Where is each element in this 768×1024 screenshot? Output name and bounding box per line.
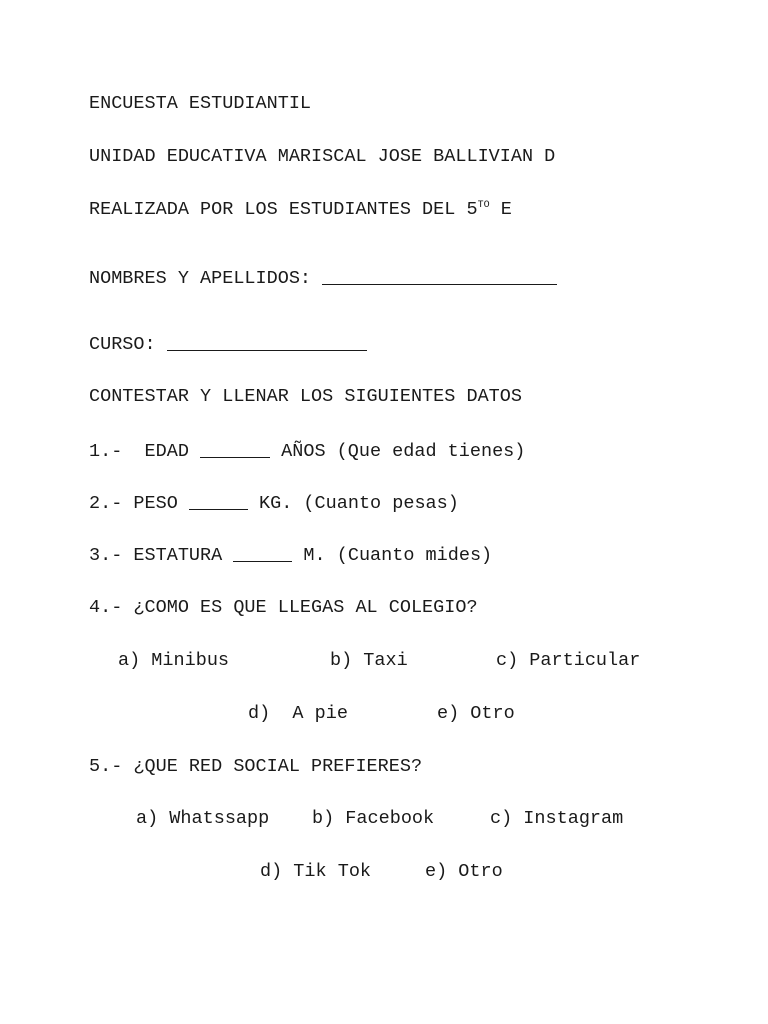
question-3-prefix: 3.- ESTATURA <box>89 545 234 566</box>
q4-option-d[interactable]: d) A pie <box>248 703 348 724</box>
question-3-row <box>89 544 492 567</box>
q4-option-e[interactable]: e) Otro <box>437 703 515 724</box>
height-blank-line[interactable] <box>233 544 292 562</box>
authors-suffix: E <box>489 199 512 220</box>
age-blank-line[interactable] <box>200 440 270 458</box>
question-5-text: 5.- ¿QUE RED SOCIAL PREFIERES? <box>89 756 423 777</box>
question-1-suffix: AÑOS (Que edad tienes) <box>270 441 526 462</box>
name-field-row <box>89 267 557 290</box>
instructions-text: CONTESTAR Y LLENAR LOS SIGUIENTES DATOS <box>89 386 522 407</box>
q5-option-b[interactable]: b) Facebook <box>312 808 435 829</box>
q4-option-a[interactable]: a) Minibus <box>118 650 230 671</box>
authors-superscript: TO <box>477 200 490 211</box>
q5-option-d[interactable]: d) Tik Tok <box>260 861 372 882</box>
authors-line <box>89 199 512 221</box>
question-1-prefix: 1.- EDAD <box>89 441 201 462</box>
question-1-row <box>89 440 525 463</box>
q4-option-c[interactable]: c) Particular <box>496 650 641 671</box>
name-label: NOMBRES Y APELLIDOS: <box>89 268 323 289</box>
survey-title: ENCUESTA ESTUDIANTIL <box>89 93 312 114</box>
question-4-text: 4.- ¿COMO ES QUE LLEGAS AL COLEGIO? <box>89 597 478 618</box>
q5-option-e[interactable]: e) Otro <box>425 861 503 882</box>
course-field-row <box>89 333 367 356</box>
weight-blank-line[interactable] <box>189 492 248 510</box>
question-3-suffix: M. (Cuanto mides) <box>292 545 493 566</box>
q5-option-a[interactable]: a) Whatssapp <box>136 808 270 829</box>
question-2-suffix: KG. (Cuanto pesas) <box>247 493 459 514</box>
name-blank-line[interactable] <box>322 267 557 285</box>
question-2-prefix: 2.- PESO <box>89 493 189 514</box>
school-name: UNIDAD EDUCATIVA MARISCAL JOSE BALLIVIAN D <box>89 146 556 167</box>
course-blank-line[interactable] <box>167 333 367 351</box>
question-2-row <box>89 492 459 515</box>
q5-option-c[interactable]: c) Instagram <box>490 808 624 829</box>
course-label: CURSO: <box>89 334 167 355</box>
q4-option-b[interactable]: b) Taxi <box>330 650 408 671</box>
authors-prefix: REALIZADA POR LOS ESTUDIANTES DEL 5 <box>89 199 478 220</box>
